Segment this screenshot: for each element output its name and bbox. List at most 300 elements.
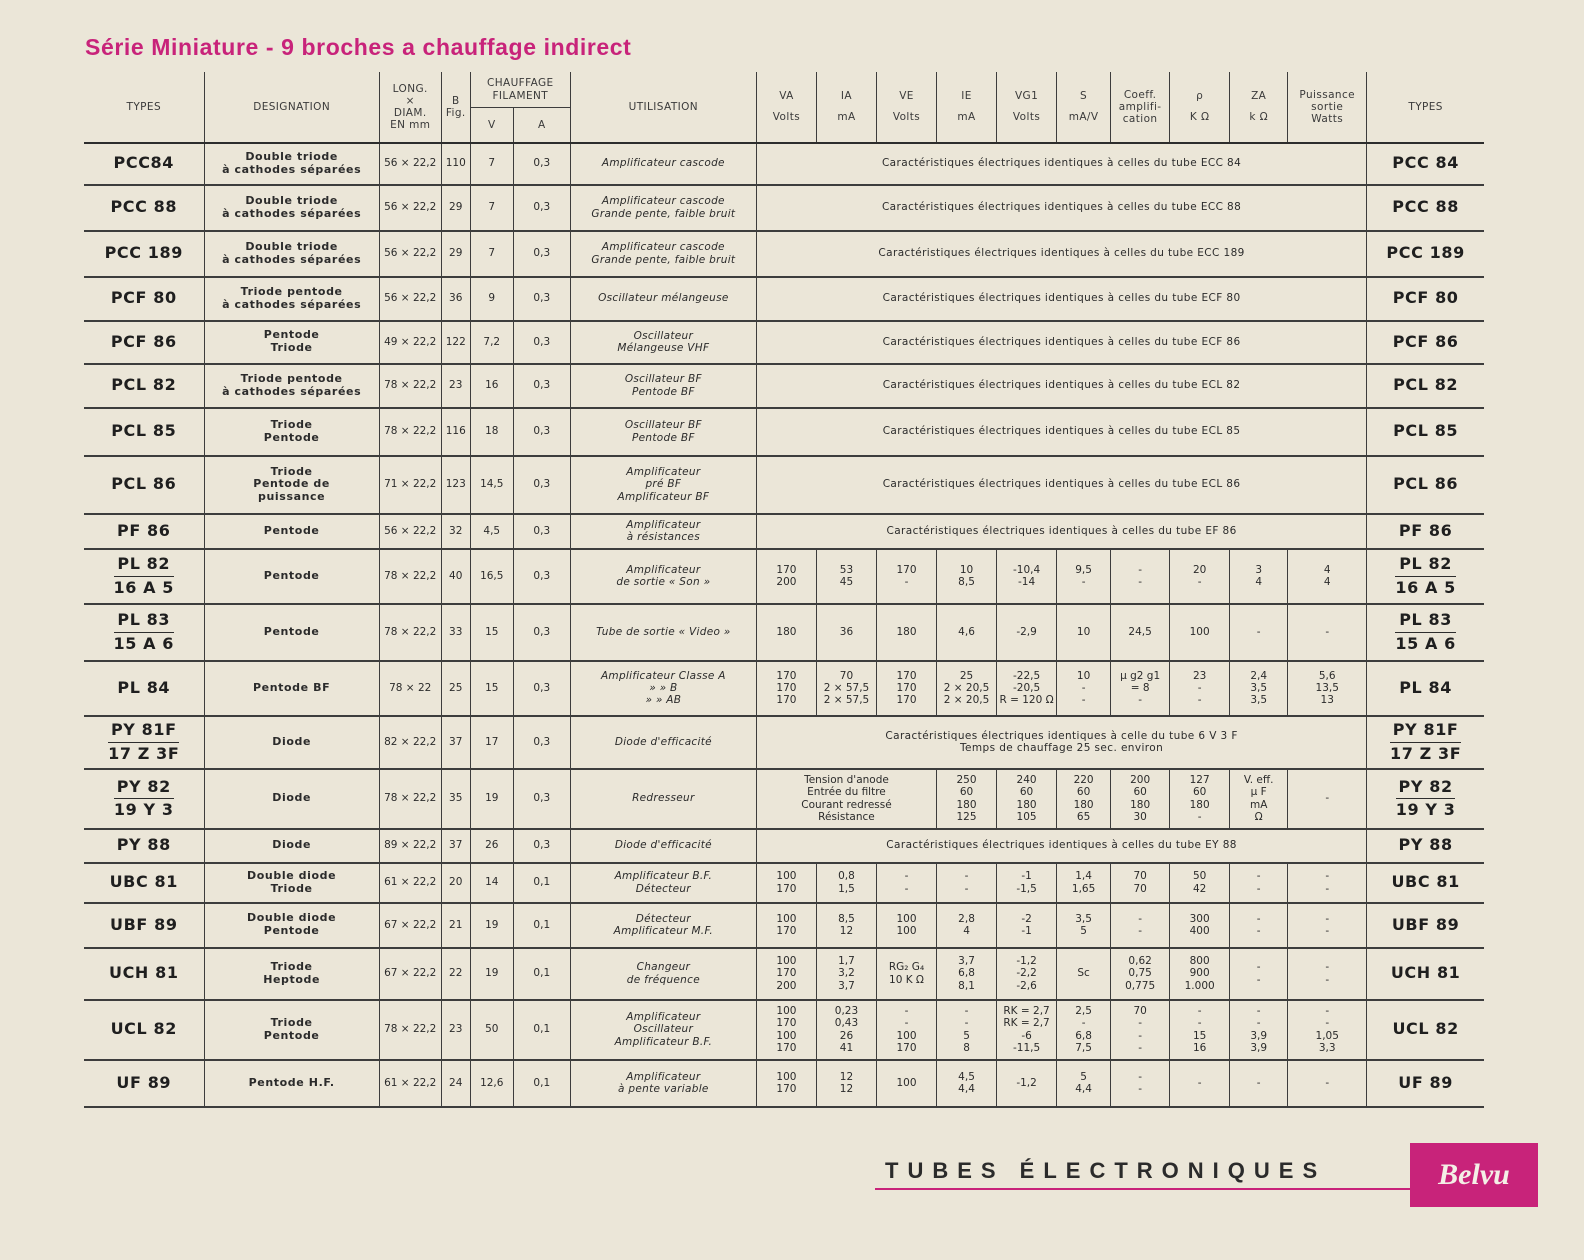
designation: Triode Pentode	[204, 1000, 379, 1060]
tube-type-right: PY 88	[1367, 829, 1484, 863]
value-ve: - - 100 170	[876, 1000, 936, 1060]
value-coeff: - -	[1111, 903, 1170, 948]
footer-rule	[875, 1188, 1420, 1190]
value-za: -	[1288, 769, 1367, 829]
designation: Double triode à cathodes séparées	[204, 185, 379, 231]
figure-number: 24	[441, 1060, 470, 1107]
value-s: 3,5 5	[1057, 903, 1111, 948]
tube-type-right	[1367, 769, 1484, 829]
value-pw: -	[1288, 1060, 1367, 1107]
utilisation: Amplificateur Classe A » » B » » AB	[570, 661, 756, 716]
tube-type-primary: PL 83	[1395, 611, 1456, 632]
value-ia: 53 45	[816, 549, 876, 604]
tube-type: PCL 86	[84, 456, 204, 514]
value-coeff: 70 - - -	[1111, 1000, 1170, 1060]
heater-volts: 19	[470, 769, 513, 829]
value-ie: 4,6	[937, 604, 997, 661]
table-row	[84, 456, 1484, 514]
value-pw: - -	[1288, 948, 1367, 1000]
value-rho: 20 -	[1170, 549, 1230, 604]
value-coeff: 24,5	[1111, 604, 1170, 661]
utilisation: Changeur de fréquence	[570, 948, 756, 1000]
value-pw: -	[1288, 604, 1367, 661]
designation: Pentode	[204, 604, 379, 661]
value-pw: 5,6 13,5 13	[1288, 661, 1367, 716]
value-ia: 0,23 0,43 26 41	[816, 1000, 876, 1060]
tube-type-right: PL 84	[1367, 661, 1484, 716]
utilisation: Oscillateur Mélangeuse VHF	[570, 321, 756, 364]
value-s: 5 4,4	[1057, 1060, 1111, 1107]
table-row	[84, 143, 1484, 185]
tube-type: PF 86	[84, 514, 204, 549]
vg1-label: VG1	[1014, 90, 1039, 103]
tube-type	[84, 549, 204, 604]
s-label: S	[1080, 90, 1088, 103]
value-ve: 170 -	[876, 549, 936, 604]
value-ia: 8,5 12	[816, 903, 876, 948]
value-coeff: - -	[1111, 549, 1170, 604]
dimensions: 61 × 22,2	[379, 1060, 441, 1107]
tube-type: UCH 81	[84, 948, 204, 1000]
col-header-za	[1230, 72, 1288, 143]
value-ie: 4,5 4,4	[937, 1060, 997, 1107]
tube-type: PL 84	[84, 661, 204, 716]
tube-type-primary: PY 81F	[1390, 721, 1461, 742]
col-header-ve	[876, 72, 936, 143]
value-pw: - - 1,05 3,3	[1288, 1000, 1367, 1060]
designation: Triode Heptode	[204, 948, 379, 1000]
figure-number: 23	[441, 364, 470, 408]
dimensions: 56 × 22,2	[379, 143, 441, 185]
value-za: 3 4	[1230, 549, 1288, 604]
tube-type-right: PF 86	[1367, 514, 1484, 549]
heater-volts: 16	[470, 364, 513, 408]
figure-number: 29	[441, 231, 470, 277]
dimensions: 78 × 22	[379, 661, 441, 716]
value-vg1: -1 -1,5	[997, 863, 1057, 903]
table-row	[84, 231, 1484, 277]
table-row	[84, 716, 1484, 769]
col-header-chauffage: CHAUFFAGE FILAMENT	[470, 72, 570, 108]
tube-type-right: PCF 80	[1367, 277, 1484, 321]
dimensions: 71 × 22,2	[379, 456, 441, 514]
tube-type	[84, 716, 204, 769]
value-s: 9,5 -	[1057, 549, 1111, 604]
designation: Pentode	[204, 514, 379, 549]
tube-type-equivalent: 15 A 6	[1395, 633, 1456, 653]
value-za: -	[1230, 604, 1288, 661]
ia-label: IA	[840, 90, 853, 103]
value-coeff: 0,62 0,75 0,775	[1111, 948, 1170, 1000]
value-ve: 100 100	[876, 903, 936, 948]
utilisation: Détecteur Amplificateur M.F.	[570, 903, 756, 948]
figure-number: 123	[441, 456, 470, 514]
table-row	[84, 1000, 1484, 1060]
tube-type-right: UBF 89	[1367, 903, 1484, 948]
value-va: 170 170 170	[756, 661, 816, 716]
characteristics-note: Caractéristiques électriques identiques à celles du tube ECL 82	[756, 364, 1366, 408]
col-header-s	[1057, 72, 1111, 143]
tube-type: UBF 89	[84, 903, 204, 948]
designation: Pentode Triode	[204, 321, 379, 364]
za-label: ZA	[1251, 90, 1267, 103]
heater-amps: 0,3	[513, 829, 570, 863]
col-header-types-right: TYPES	[1367, 72, 1484, 143]
value-ia: 70 2 × 57,5 2 × 57,5	[816, 661, 876, 716]
figure-number: 36	[441, 277, 470, 321]
tube-type-primary: PY 82	[114, 778, 174, 799]
rho-label: ρ	[1196, 90, 1204, 103]
tube-type-equivalent: 15 A 6	[113, 633, 175, 653]
characteristics-note: Caractéristiques électriques identiques à celles du tube ECF 80	[756, 277, 1366, 321]
heater-volts: 9	[470, 277, 513, 321]
za-unit: k Ω	[1249, 111, 1269, 124]
col-header-a: A	[513, 108, 570, 143]
heater-amps: 0,1	[513, 903, 570, 948]
dimensions: 78 × 22,2	[379, 604, 441, 661]
utilisation: Amplificateur cascode Grande pente, faible bruit	[570, 185, 756, 231]
tube-type: PCL 85	[84, 408, 204, 456]
value-za: - - 3,9 3,9	[1230, 1000, 1288, 1060]
heater-amps: 0,1	[513, 1060, 570, 1107]
designation: Pentode	[204, 549, 379, 604]
value-rho: 100	[1170, 604, 1230, 661]
utilisation: Amplificateur B.F. Détecteur	[570, 863, 756, 903]
col-header-va	[756, 72, 816, 143]
col-header-rho	[1170, 72, 1230, 143]
ve-unit: Volts	[892, 111, 921, 124]
tube-type-equivalent: 19 Y 3	[113, 800, 174, 819]
heater-volts: 17	[470, 716, 513, 769]
designation: Double diode Triode	[204, 863, 379, 903]
col-header-ia	[816, 72, 876, 143]
tube-type	[84, 604, 204, 661]
table-row	[84, 185, 1484, 231]
utilisation: Amplificateur cascode	[570, 143, 756, 185]
heater-amps: 0,3	[513, 769, 570, 829]
value-vg1: -1,2	[997, 1060, 1057, 1107]
tube-type-primary: PL 83	[114, 611, 175, 632]
characteristics-note: Caractéristiques électriques identiques à celles du tube ECC 84	[756, 143, 1366, 185]
col-header-designation: DESIGNATION	[204, 72, 379, 143]
value-za: - -	[1230, 948, 1288, 1000]
tube-type-primary: PY 82	[1396, 778, 1456, 799]
table-row	[84, 829, 1484, 863]
heater-volts: 7,2	[470, 321, 513, 364]
value-ve: RG₂ G₄ 10 K Ω	[876, 948, 936, 1000]
dimensions: 78 × 22,2	[379, 549, 441, 604]
tube-spec-table	[84, 72, 1484, 1108]
tube-type: PY 88	[84, 829, 204, 863]
figure-number: 37	[441, 716, 470, 769]
value-rho: 300 400	[1170, 903, 1230, 948]
rectifier-labels: Tension d'anode Entrée du filtre Courant redressé Résistance	[756, 769, 936, 829]
value-pw: - -	[1288, 903, 1367, 948]
utilisation: Amplificateur pré BF Amplificateur BF	[570, 456, 756, 514]
col-header-coeff: Coeff. amplifi- cation	[1111, 72, 1170, 143]
value-vg1: -2 -1	[997, 903, 1057, 948]
tube-type-right: PCC 189	[1367, 231, 1484, 277]
tube-type: PCC 189	[84, 231, 204, 277]
value-za: 2,4 3,5 3,5	[1230, 661, 1288, 716]
tube-type-right	[1367, 716, 1484, 769]
figure-number: 23	[441, 1000, 470, 1060]
value-ia: 1,7 3,2 3,7	[816, 948, 876, 1000]
figure-number: 33	[441, 604, 470, 661]
figure-number: 21	[441, 903, 470, 948]
utilisation: Oscillateur mélangeuse	[570, 277, 756, 321]
heater-amps: 0,1	[513, 1000, 570, 1060]
figure-number: 37	[441, 829, 470, 863]
table-row	[84, 604, 1484, 661]
dimensions: 61 × 22,2	[379, 863, 441, 903]
dimensions: 67 × 22,2	[379, 948, 441, 1000]
tube-type-equivalent: 16 A 5	[113, 577, 175, 597]
value-ve: 100	[876, 1060, 936, 1107]
dimensions: 56 × 22,2	[379, 185, 441, 231]
value-za: - -	[1230, 863, 1288, 903]
ie-label: IE	[961, 90, 972, 103]
va-label: VA	[779, 90, 794, 103]
designation: Diode	[204, 829, 379, 863]
designation: Triode Pentode de puissance	[204, 456, 379, 514]
col-header-v: V	[470, 108, 513, 143]
value-ve: 180	[876, 604, 936, 661]
dimensions: 49 × 22,2	[379, 321, 441, 364]
characteristics-note: Caractéristiques électriques identiques à celles du tube ECL 85	[756, 408, 1366, 456]
figure-number: 40	[441, 549, 470, 604]
tube-type-equivalent: 17 Z 3F	[108, 743, 180, 763]
tube-type: UF 89	[84, 1060, 204, 1107]
tube-type-right: PCL 82	[1367, 364, 1484, 408]
tube-type: PCC84	[84, 143, 204, 185]
tube-type-right: PCL 86	[1367, 456, 1484, 514]
dimensions: 56 × 22,2	[379, 514, 441, 549]
designation: Diode	[204, 716, 379, 769]
logo-text: Belvu	[1438, 1158, 1510, 1191]
tube-type-primary: PY 81F	[108, 721, 179, 742]
value-s: 1,4 1,65	[1057, 863, 1111, 903]
value-ie: - -	[937, 863, 997, 903]
col-header-ie	[937, 72, 997, 143]
vg1-unit: Volts	[1012, 111, 1041, 124]
tube-type-equivalent: 17 Z 3F	[1389, 743, 1462, 763]
designation: Double triode à cathodes séparées	[204, 231, 379, 277]
value-vg1: -2,9	[997, 604, 1057, 661]
tube-type-right: PCC 88	[1367, 185, 1484, 231]
value-s: 10	[1057, 604, 1111, 661]
value-ie: 3,7 6,8 8,1	[937, 948, 997, 1000]
value-va: 100 170	[756, 863, 816, 903]
tube-type-right: UBC 81	[1367, 863, 1484, 903]
value-ie: - - 5 8	[937, 1000, 997, 1060]
value-ie: 10 8,5	[937, 549, 997, 604]
dimensions: 82 × 22,2	[379, 716, 441, 769]
heater-amps: 0,3	[513, 456, 570, 514]
figure-number: 122	[441, 321, 470, 364]
heater-amps: 0,3	[513, 549, 570, 604]
tube-type-right: UF 89	[1367, 1060, 1484, 1107]
characteristics-note: Caractéristiques électriques identiques à celle du tube 6 V 3 F Temps de chauffage 25 sec. environ	[756, 716, 1366, 769]
tube-type-right: PCC 84	[1367, 143, 1484, 185]
dimensions: 78 × 22,2	[379, 1000, 441, 1060]
value-s: 10 - -	[1057, 661, 1111, 716]
table-body	[84, 143, 1484, 1107]
designation: Pentode H.F.	[204, 1060, 379, 1107]
designation: Double diode Pentode	[204, 903, 379, 948]
heater-amps: 0,3	[513, 604, 570, 661]
characteristics-note: Caractéristiques électriques identiques à celles du tube EY 88	[756, 829, 1366, 863]
value-vg1: -10,4 -14	[997, 549, 1057, 604]
value-va: 100 170	[756, 903, 816, 948]
value-ve: 250 60 180 125	[937, 769, 997, 829]
value-va: 100 170 200	[756, 948, 816, 1000]
heater-volts: 19	[470, 948, 513, 1000]
utilisation: Oscillateur BF Pentode BF	[570, 408, 756, 456]
tube-type-primary: PL 82	[1395, 555, 1456, 576]
value-vg1: 220 60 180 65	[1057, 769, 1111, 829]
heater-amps: 0,3	[513, 321, 570, 364]
tube-type-right	[1367, 604, 1484, 661]
table-row	[84, 948, 1484, 1000]
heater-volts: 26	[470, 829, 513, 863]
heater-volts: 7	[470, 231, 513, 277]
value-s: 200 60 180 30	[1111, 769, 1170, 829]
figure-number: 116	[441, 408, 470, 456]
utilisation: Amplificateur à pente variable	[570, 1060, 756, 1107]
characteristics-note: Caractéristiques électriques identiques à celles du tube ECF 86	[756, 321, 1366, 364]
table-row	[84, 277, 1484, 321]
col-header-vg1	[997, 72, 1057, 143]
heater-volts: 19	[470, 903, 513, 948]
designation: Diode	[204, 769, 379, 829]
dimensions: 78 × 22,2	[379, 408, 441, 456]
value-ia: 36	[816, 604, 876, 661]
utilisation: Amplificateur à résistances	[570, 514, 756, 549]
table-row	[84, 549, 1484, 604]
heater-volts: 12,6	[470, 1060, 513, 1107]
heater-volts: 50	[470, 1000, 513, 1060]
value-va: 180	[756, 604, 816, 661]
heater-amps: 0,3	[513, 364, 570, 408]
va-unit: Volts	[772, 111, 801, 124]
heater-volts: 7	[470, 185, 513, 231]
tube-type-equivalent: 16 A 5	[1395, 577, 1456, 597]
figure-number: 29	[441, 185, 470, 231]
designation: Pentode BF	[204, 661, 379, 716]
col-header-long: LONG. × DIAM. EN mm	[379, 72, 441, 143]
heater-amps: 0,3	[513, 277, 570, 321]
figure-number: 25	[441, 661, 470, 716]
designation: Triode pentode à cathodes séparées	[204, 277, 379, 321]
value-vg1: -1,2 -2,2 -2,6	[997, 948, 1057, 1000]
tube-type-right: PCF 86	[1367, 321, 1484, 364]
value-ve: - -	[876, 863, 936, 903]
value-rho: V. eff. μ F mA Ω	[1230, 769, 1288, 829]
value-ve: 170 170 170	[876, 661, 936, 716]
dimensions: 89 × 22,2	[379, 829, 441, 863]
utilisation: Oscillateur BF Pentode BF	[570, 364, 756, 408]
dimensions: 67 × 22,2	[379, 903, 441, 948]
value-ie: 2,8 4	[937, 903, 997, 948]
characteristics-note: Caractéristiques électriques identiques à celles du tube ECC 88	[756, 185, 1366, 231]
table-row	[84, 514, 1484, 549]
col-header-puissance: Puissance sortie Watts	[1288, 72, 1367, 143]
page-title: Série Miniature - 9 broches a chauffage indirect	[85, 34, 632, 60]
value-ie: 25 2 × 20,5 2 × 20,5	[937, 661, 997, 716]
dimensions: 78 × 22,2	[379, 769, 441, 829]
heater-amps: 0,3	[513, 185, 570, 231]
figure-number: 20	[441, 863, 470, 903]
table-row	[84, 408, 1484, 456]
value-rho: -	[1170, 1060, 1230, 1107]
characteristics-note: Caractéristiques électriques identiques à celles du tube ECL 86	[756, 456, 1366, 514]
value-rho: - - 15 16	[1170, 1000, 1230, 1060]
value-coeff: 70 70	[1111, 863, 1170, 903]
table-row	[84, 863, 1484, 903]
tube-type-right	[1367, 549, 1484, 604]
tube-type-right: PCL 85	[1367, 408, 1484, 456]
tube-type: UBC 81	[84, 863, 204, 903]
heater-volts: 4,5	[470, 514, 513, 549]
belvu-logo	[1410, 1143, 1538, 1207]
utilisation: Amplificateur de sortie « Son »	[570, 549, 756, 604]
utilisation: Diode d'efficacité	[570, 716, 756, 769]
value-va: 100 170 100 170	[756, 1000, 816, 1060]
value-s: 2,5 - 6,8 7,5	[1057, 1000, 1111, 1060]
heater-amps: 0,3	[513, 716, 570, 769]
value-pw: 4 4	[1288, 549, 1367, 604]
tube-type-right: UCL 82	[1367, 1000, 1484, 1060]
table-row	[84, 1060, 1484, 1107]
table-row	[84, 903, 1484, 948]
designation: Double triode à cathodes séparées	[204, 143, 379, 185]
characteristics-note: Caractéristiques électriques identiques à celles du tube ECC 189	[756, 231, 1366, 277]
table-row	[84, 321, 1484, 364]
col-header-fig: B Fig.	[441, 72, 470, 143]
value-rho: 800 900 1.000	[1170, 948, 1230, 1000]
designation: Triode Pentode	[204, 408, 379, 456]
table-row	[84, 364, 1484, 408]
value-ia: 12 12	[816, 1060, 876, 1107]
col-header-utilisation: UTILISATION	[570, 72, 756, 143]
ie-unit: mA	[957, 111, 976, 124]
value-vg1: RK = 2,7 RK = 2,7 -6 -11,5	[997, 1000, 1057, 1060]
ia-unit: mA	[837, 111, 856, 124]
heater-amps: 0,3	[513, 408, 570, 456]
s-unit: mA/V	[1068, 111, 1099, 124]
characteristics-note: Caractéristiques électriques identiques à celles du tube EF 86	[756, 514, 1366, 549]
value-coeff: - -	[1111, 1060, 1170, 1107]
dimensions: 78 × 22,2	[379, 364, 441, 408]
value-va: 170 200	[756, 549, 816, 604]
heater-volts: 14,5	[470, 456, 513, 514]
heater-volts: 7	[470, 143, 513, 185]
figure-number: 110	[441, 143, 470, 185]
heater-volts: 15	[470, 604, 513, 661]
col-header-types: TYPES	[84, 72, 204, 143]
value-ie: 240 60 180 105	[997, 769, 1057, 829]
heater-volts: 15	[470, 661, 513, 716]
utilisation: Tube de sortie « Video »	[570, 604, 756, 661]
table-row	[84, 769, 1484, 829]
value-ia: 0,8 1,5	[816, 863, 876, 903]
value-vg1: -22,5 -20,5 R = 120 Ω	[997, 661, 1057, 716]
tube-type-primary: PL 82	[114, 555, 175, 576]
heater-amps: 0,3	[513, 143, 570, 185]
figure-number: 35	[441, 769, 470, 829]
heater-amps: 0,1	[513, 863, 570, 903]
